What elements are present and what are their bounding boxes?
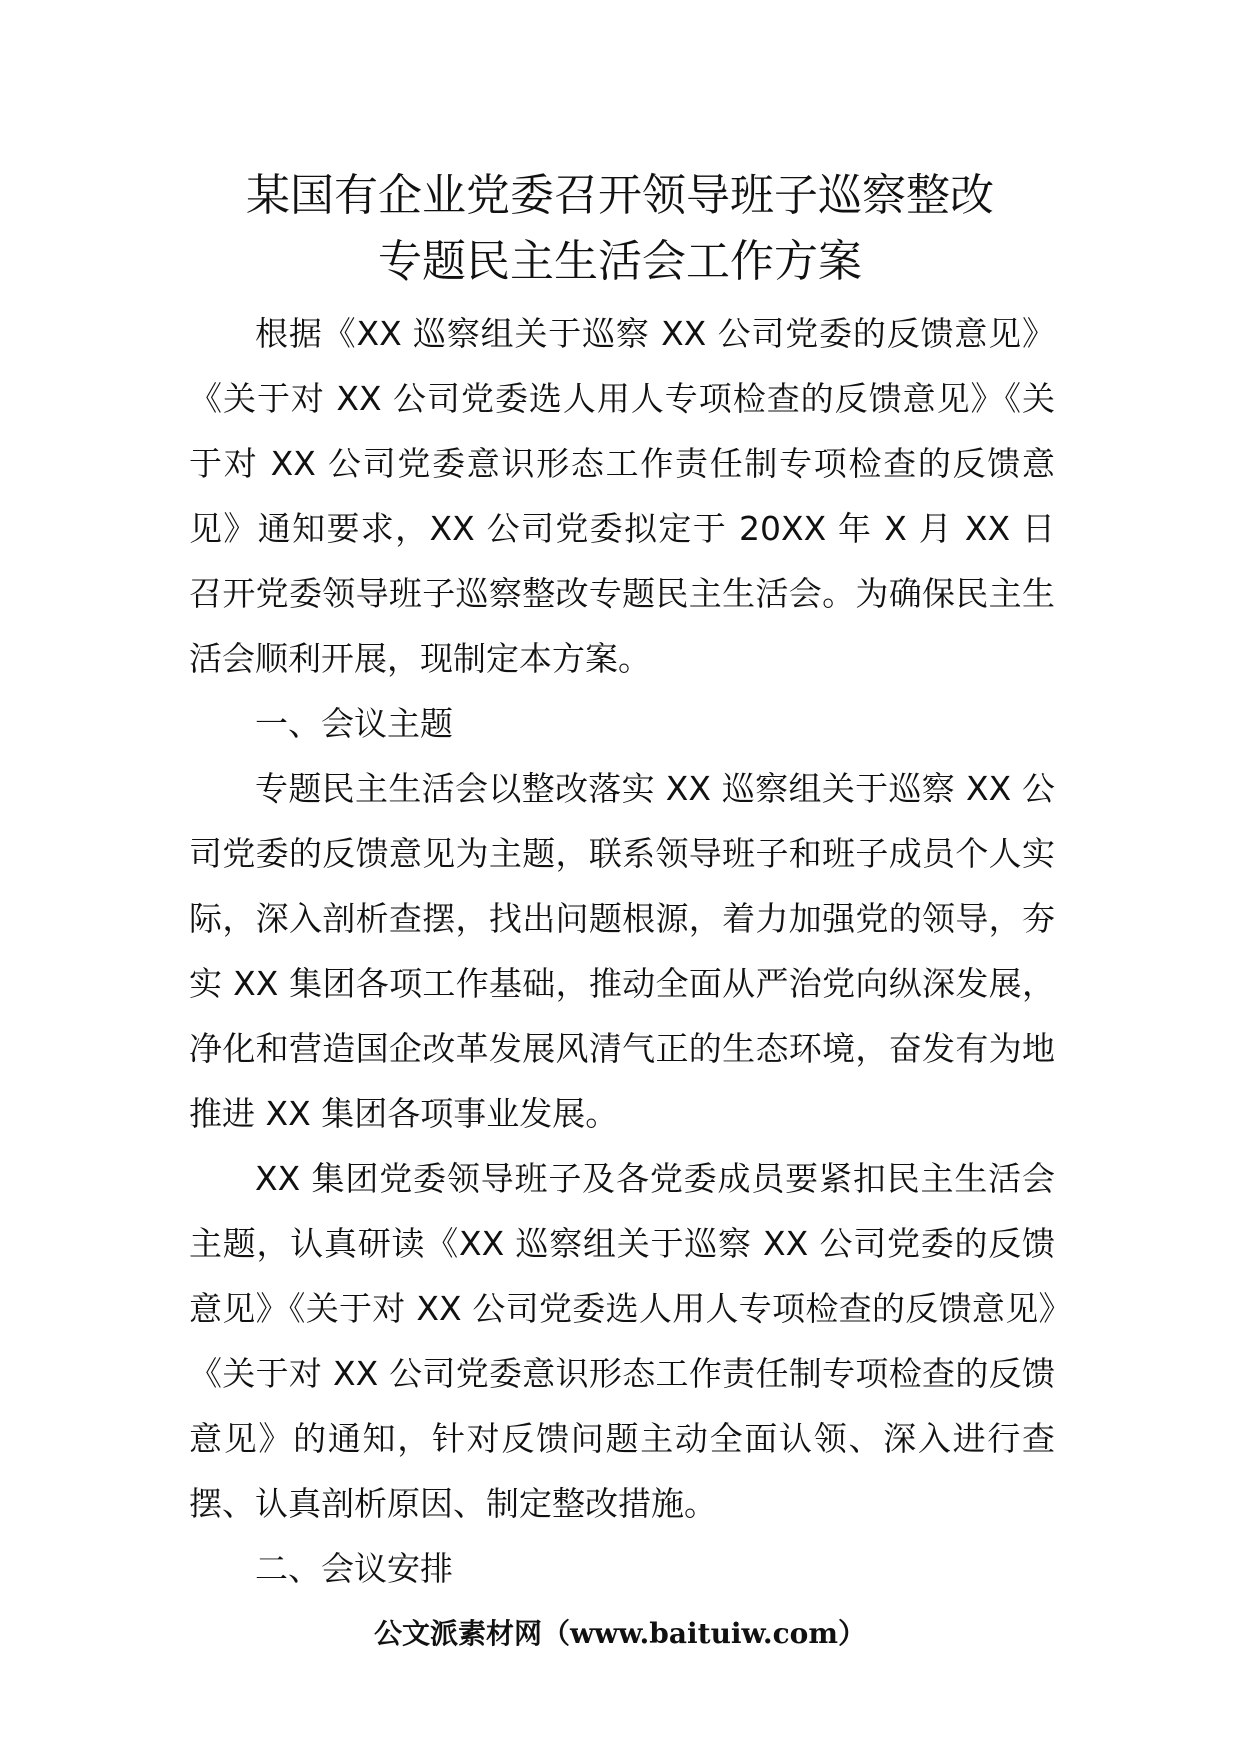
footer-watermark: 公文派素材网（www.baituiw.com） [374,1617,866,1650]
paragraph-requirements: XX 集团党委领导班子及各党委成员要紧扣民主生活会主题，认真研读《XX 巡察组关于巡察 XX 公司党委的反馈意见》《关于对 XX 公司党委选人用人专项检查的反馈意见》《关于对 XX 公司党委意识形态工作责任制专项检查的反馈意见》的通知，针对反馈问题主动全面认领、深入进行查摆、认真剖析原因、制定整改措施。 [189,1159,1055,1523]
paragraph-theme: 专题民主生活会以整改落实 XX 巡察组关于巡察 XX 公司党委的反馈意见为主题，联系领导班子和班子成员个人实际，深入剖析查摆，找出问题根源，着力加强党的领导，夯实 XX 集团各项工作基础，推动全面从严治党向纵深发展，净化和营造国企改革发展风清气正的生态环境，奋发有为地推进 XX 集团各项事业发展。 [189,769,1055,1133]
section-heading-meeting-theme: 一、会议主题 [255,704,453,743]
document-title-line-1: 某国有企业党委召开领导班子巡察整改 [246,170,994,221]
section-heading-meeting-arrangement: 二、会议安排 [255,1549,453,1588]
document-title-line-2: 专题民主生活会工作方案 [378,236,862,287]
paragraph-intro: 根据《XX 巡察组关于巡察 XX 公司党委的反馈意见》《关于对 XX 公司党委选人用人专项检查的反馈意见》《关于对 XX 公司党委意识形态工作责任制专项检查的反馈意见》通知要求，XX 公司党委拟定于 20XX 年 X 月 XX 日召开党委领导班子巡察整改专题民主生活会。为确保民主生活会顺利开展，现制定本方案。 [189,314,1055,678]
